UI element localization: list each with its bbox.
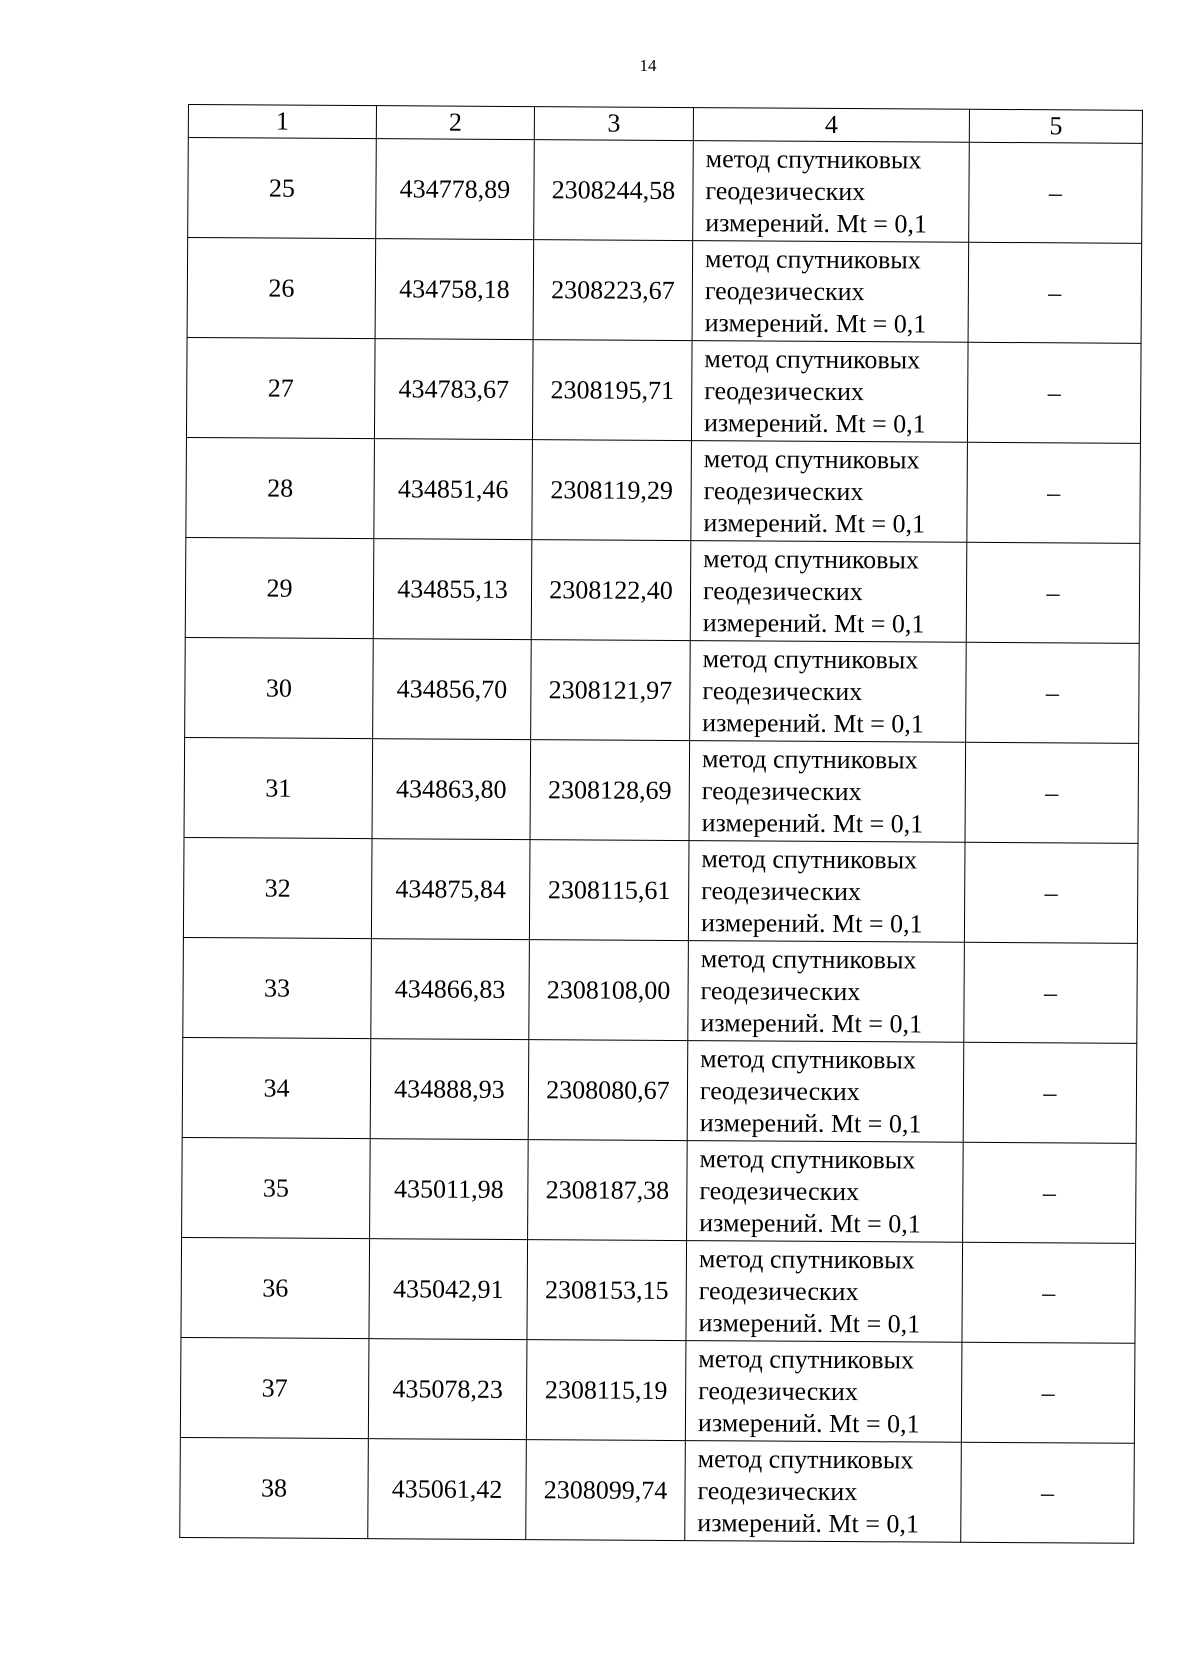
method-text-line: метод спутниковых <box>697 1443 914 1474</box>
coordinate-y-cell: 2308108,00 <box>529 940 689 1041</box>
method-text-line: метод спутниковых <box>698 1243 915 1274</box>
point-number-cell: 35 <box>182 1137 371 1238</box>
coordinate-x-cell: 434875,84 <box>371 839 530 940</box>
coordinate-y-cell: 2308122,40 <box>531 540 691 641</box>
coordinate-y-cell: 2308195,71 <box>532 340 692 441</box>
note-cell: – <box>966 542 1140 643</box>
coordinate-y-cell: 2308121,97 <box>531 640 691 741</box>
method-text-line: измерений. Mt = 0,1 <box>698 1307 921 1338</box>
method-text-line: геодезических <box>698 1375 858 1406</box>
method-text-line: измерений. Mt = 0,1 <box>703 407 926 439</box>
coordinate-y-cell: 2308153,15 <box>527 1240 687 1341</box>
method-cell <box>690 641 967 743</box>
method-text-line: измерений. Mt = 0,1 <box>704 307 927 339</box>
method-text-line: геодезических <box>702 675 863 706</box>
point-number-cell: 36 <box>181 1237 370 1338</box>
table-row <box>182 1137 1137 1243</box>
method-text-line: метод спутниковых <box>698 1343 915 1374</box>
method-text-line: измерений. Mt = 0,1 <box>702 707 924 739</box>
coordinate-y-cell: 2308223,67 <box>533 240 693 341</box>
method-text-line: геодезических <box>699 1175 860 1206</box>
method-text-line: измерений. Mt = 0,1 <box>705 207 927 239</box>
method-text-line: измерений. Mt = 0,1 <box>697 1507 920 1538</box>
coordinate-x-cell: 435011,98 <box>370 1139 529 1240</box>
method-cell <box>686 1241 963 1343</box>
method-text-line: измерений. Mt = 0,1 <box>699 1107 922 1138</box>
page-number: 14 <box>639 56 657 75</box>
note-cell: – <box>968 242 1142 343</box>
column-header-3: 3 <box>534 107 693 141</box>
coordinates-table-container <box>179 104 1142 1544</box>
point-number-cell: 27 <box>186 337 375 438</box>
note-cell: – <box>969 142 1143 243</box>
method-text-line: геодезических <box>701 775 862 806</box>
method-text-line: геодезических <box>697 1475 858 1506</box>
table-row <box>182 1037 1137 1143</box>
point-number-cell: 29 <box>185 537 374 638</box>
coordinate-y-cell: 2308128,69 <box>530 740 690 841</box>
method-text-line: геодезических <box>698 1275 859 1306</box>
table-row <box>185 637 1140 743</box>
coordinate-x-cell: 435042,91 <box>369 1239 528 1340</box>
method-cell <box>692 241 969 343</box>
method-text-line: измерений. Mt = 0,1 <box>703 507 926 539</box>
method-text-line: геодезических <box>701 875 862 906</box>
note-cell: – <box>962 1242 1136 1343</box>
method-text-line: метод спутниковых <box>703 543 920 574</box>
table-row <box>187 238 1142 344</box>
method-cell <box>690 541 967 643</box>
point-number-cell: 32 <box>183 837 372 938</box>
coordinates-table <box>179 104 1143 1544</box>
coordinate-y-cell: 2308244,58 <box>534 140 694 241</box>
method-cell <box>691 441 968 543</box>
method-text-line: метод спутниковых <box>701 843 918 874</box>
method-cell <box>685 1441 962 1543</box>
method-text-line: геодезических <box>700 975 861 1006</box>
method-text-line: метод спутниковых <box>705 143 922 174</box>
method-text-line: метод спутниковых <box>701 743 918 774</box>
note-cell: – <box>961 1342 1135 1443</box>
table-row <box>183 837 1138 943</box>
note-cell: – <box>963 1142 1137 1243</box>
coordinate-y-cell: 2308187,38 <box>528 1140 688 1241</box>
column-header-1: 1 <box>188 105 376 139</box>
note-cell: – <box>966 642 1140 743</box>
note-cell: – <box>967 442 1141 543</box>
method-text-line: геодезических <box>704 375 865 406</box>
table-row <box>186 337 1141 443</box>
point-number-cell: 33 <box>183 937 372 1038</box>
coordinate-x-cell: 435061,42 <box>368 1439 527 1540</box>
method-cell <box>687 1141 964 1243</box>
table-row <box>181 1237 1136 1343</box>
coordinate-x-cell: 434888,93 <box>370 1039 529 1140</box>
method-cell <box>687 1041 964 1143</box>
coordinate-x-cell: 435078,23 <box>368 1339 527 1440</box>
note-cell: – <box>964 842 1138 943</box>
method-text-line: метод спутниковых <box>704 243 921 274</box>
coordinate-y-cell: 2308115,61 <box>529 840 689 941</box>
method-text-line: метод спутниковых <box>702 643 919 674</box>
point-number-cell: 31 <box>184 737 373 838</box>
point-number-cell: 34 <box>182 1037 371 1138</box>
table-row <box>180 1437 1135 1543</box>
coordinate-x-cell: 434758,18 <box>375 239 534 340</box>
method-text-line: измерений. Mt = 0,1 <box>702 607 925 639</box>
method-cell <box>691 341 968 443</box>
method-text-line: геодезических <box>705 175 866 206</box>
table-row <box>183 937 1138 1043</box>
coordinate-x-cell: 434863,80 <box>372 739 531 840</box>
table-row <box>184 737 1139 843</box>
method-text-line: измерений. Mt = 0,1 <box>700 1007 923 1039</box>
method-text-line: геодезических <box>699 1075 860 1106</box>
table-row <box>188 138 1143 244</box>
coordinate-x-cell: 434866,83 <box>371 939 530 1040</box>
method-cell <box>688 941 965 1043</box>
coordinate-y-cell: 2308080,67 <box>528 1040 688 1141</box>
method-text-line: геодезических <box>702 575 863 606</box>
coordinate-x-cell: 434856,70 <box>373 639 532 740</box>
table-row <box>180 1337 1135 1443</box>
method-text-line: метод спутниковых <box>700 1043 916 1074</box>
coordinate-x-cell: 434855,13 <box>373 539 532 640</box>
method-text-line: геодезических <box>703 475 864 506</box>
method-cell <box>688 841 965 943</box>
table-row <box>186 437 1141 543</box>
coordinate-x-cell: 434851,46 <box>374 439 533 540</box>
point-number-cell: 25 <box>188 138 377 239</box>
coordinate-x-cell: 434778,89 <box>376 139 535 240</box>
method-text-line: метод спутниковых <box>700 943 917 974</box>
method-text-line: метод спутниковых <box>704 343 921 374</box>
method-text-line: измерений. Mt = 0,1 <box>700 907 923 939</box>
method-text-line: измерений. Mt = 0,1 <box>701 807 924 839</box>
point-number-cell: 30 <box>185 637 374 738</box>
note-cell: – <box>965 742 1139 843</box>
point-number-cell: 26 <box>187 238 376 339</box>
note-cell: – <box>967 342 1141 443</box>
method-text-line: метод спутниковых <box>703 443 920 474</box>
point-number-cell: 38 <box>180 1437 369 1538</box>
table-row <box>185 537 1140 643</box>
method-cell <box>685 1341 962 1443</box>
coordinate-y-cell: 2308115,19 <box>526 1340 686 1441</box>
note-cell: – <box>964 942 1138 1043</box>
method-text-line: измерений. Mt = 0,1 <box>697 1407 920 1438</box>
coordinate-y-cell: 2308119,29 <box>532 440 692 541</box>
column-header-4: 4 <box>693 108 969 143</box>
column-header-2: 2 <box>376 106 534 140</box>
method-cell <box>689 741 966 843</box>
method-text-line: измерений. Mt = 0,1 <box>699 1207 921 1238</box>
point-number-cell: 37 <box>180 1337 369 1438</box>
point-number-cell: 28 <box>186 437 375 538</box>
coordinate-x-cell: 434783,67 <box>374 339 533 440</box>
method-text-line: геодезических <box>704 275 865 306</box>
method-text-line: метод спутниковых <box>699 1143 916 1174</box>
coordinate-y-cell: 2308099,74 <box>526 1440 686 1541</box>
column-header-5: 5 <box>969 109 1142 143</box>
method-cell <box>693 141 970 243</box>
note-cell: – <box>961 1442 1135 1543</box>
note-cell: – <box>963 1042 1137 1143</box>
table-body <box>180 138 1143 1544</box>
